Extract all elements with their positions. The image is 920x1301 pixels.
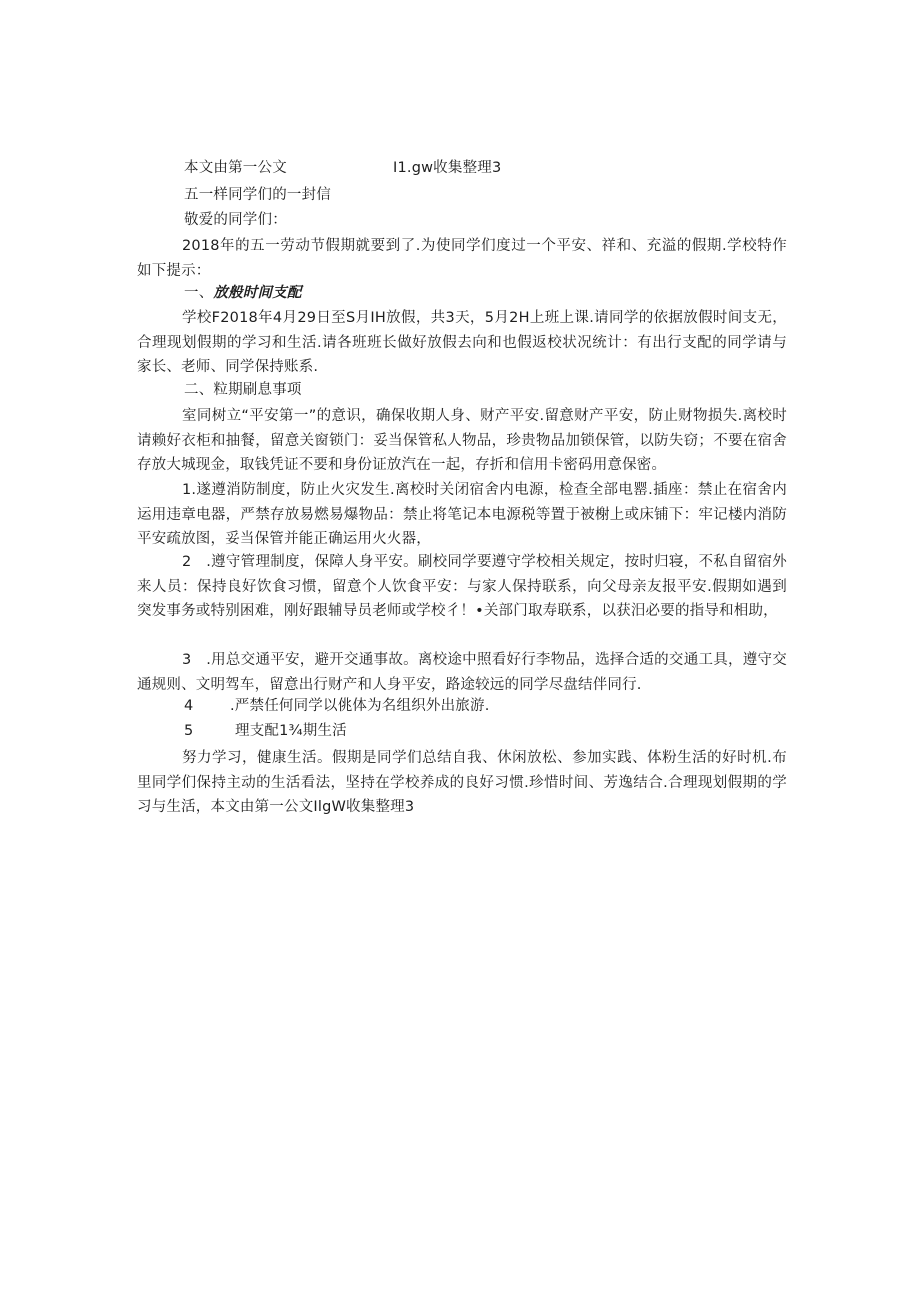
section1-heading-text: 放般时间支配 [213,285,302,301]
list-item-3: 3 .用总交通平安，避开交通事故。离校途中照看好行李物品，选择合适的交通工具，遵守交通规则、文明驾车，留意出行财产和人身平安，路途较远的同学尽盘结伴同行. [137,652,787,693]
list-item-4-text: .严禁任何同学以佻体为名组织外出旅游. [230,698,490,714]
list-item-5-number: 5 [184,723,194,739]
section1-heading-prefix: 一、 [184,285,214,301]
section1-body: 学校F2018年4月29日至S月IH放假，共3天，5月2H上班上课.请同学的依据放假时间支无，合理现划假期的学习和生活.请各班班长做好放假去向和也假返校状况统计：有出行支配的同学请与家长、老师、同学保持账系. [137,310,787,375]
list-item-2: 2 .遵守管理制度，保障人身平安。刷校同学要遵守学校相关规定，按时归寝，不私自留宿外来人员：保持良好饮食习惯，留意个人饮食平安：与家人保持联系，向父母亲友报平安.假期如遇到突发事务或特别困难，刚好跟辅导员老师或学校彳！•关部门取寿联系，以获汨必要的指导和相助， [137,554,787,619]
source-note-left: 本文由第一公文 [184,160,287,176]
list-item-4-number: 4 [184,698,194,714]
source-note-right: I1.gw收集整理3 [393,160,502,176]
list-item-1: 1.遂遵消防制度，防止火灾发生.离校时关闭宿舍内电源，检查全部电罂.插座：禁止在宿舍内运用违章电器，严禁存放易燃易爆物品：禁止将笔记本电源税等置于被榭上或床铺下：牢记楼内消防平安疏放图，妥当保管并能正确运用火火器， [137,482,787,547]
closing-paragraph: 努力学习，健康生活。假期是同学们总结自我、休闲放松、参加实践、体粉生活的好时机.布里同学们保持主动的生活看法，坚持在学校养成的良好习惯.珍惜时间、芳逸结合.合理现划假期的学习与生活，本文由第一公文IlgW收集整理3 [137,750,787,815]
intro-paragraph: 2018年的五一劳动节假期就要到了.为使同学们度过一个平安、祥和、充溢的假期.学校特作如下提示： [137,238,787,279]
section1-heading [184,283,302,303]
section2-body: 室同树立“平安第一”的意识，确保收期人身、财产平安.留意财产平安，防止财物损失.离校时请赖好衣柜和抽餐，留意关窗锁门：妥当保管私人物品，珍贵物品加锁保管，以防失窃；不要在宿舍存放大城现金，取钱凭证不要和身份证放汽在一起，存折和信用卡密码用意保密。 [137,408,787,473]
letter-greeting: 敬爱的同学们： [184,212,287,228]
letter-title: 五一样同学们的一封信 [184,187,331,203]
list-item-5-text: 理支配1¾期生活 [235,723,347,739]
section2-heading: 二、粒期刷息事项 [184,382,302,398]
